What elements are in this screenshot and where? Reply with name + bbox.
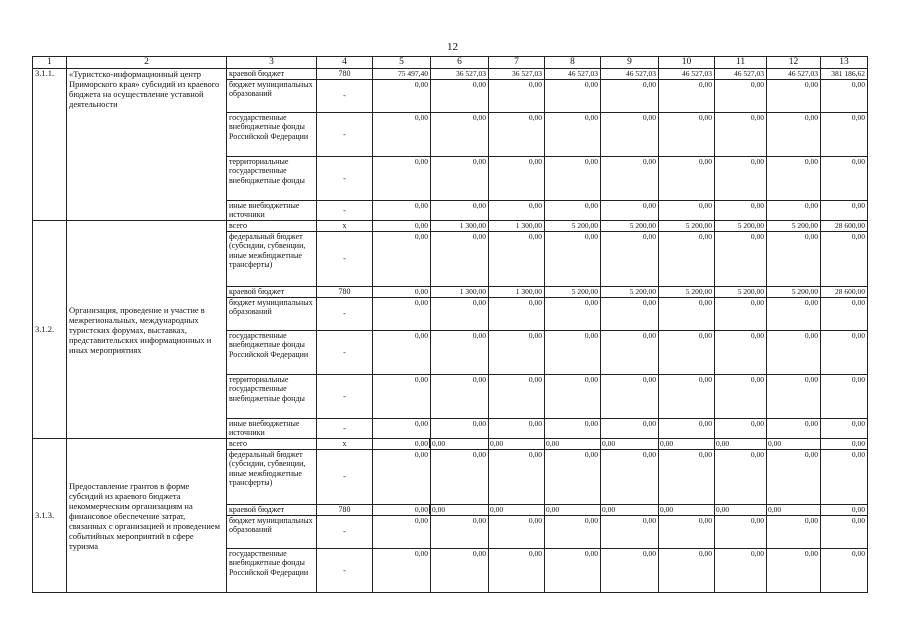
- amount-cell: [767, 439, 821, 450]
- amount-cell: 0,00: [373, 375, 431, 419]
- amount-cell: 0,00: [821, 331, 868, 375]
- amount-cell: 0,00: [545, 80, 601, 113]
- amount-cell: 0,00: [659, 298, 715, 331]
- amount-cell: 0,00: [373, 516, 431, 549]
- amount-cell: 0,00: [431, 298, 489, 331]
- amount-cell: 0,00: [767, 450, 821, 505]
- amount-cell: 0,00: [821, 80, 868, 113]
- amount-cell: 0,00: [545, 419, 601, 439]
- amount-split: [373, 505, 430, 514]
- amount-cell: 0,00: [821, 516, 868, 549]
- amount-cell: [601, 505, 659, 516]
- funding-source: государственные внебюджетные фонды Российской Федерации: [227, 549, 317, 593]
- amount-cell: 0,00: [489, 450, 545, 505]
- amount-cell: 0,00: [715, 331, 767, 375]
- amount-cell: 0,00: [431, 419, 489, 439]
- column-header-5: 5: [373, 57, 431, 69]
- column-header-6: 6: [431, 57, 489, 69]
- amount-value: 0,00: [768, 505, 782, 514]
- amount-cell: 0,00: [431, 113, 489, 157]
- budget-code: x: [317, 221, 373, 232]
- funding-source: краевой бюджет: [227, 505, 317, 516]
- amount-cell: 0,00: [659, 232, 715, 287]
- row-code: 3.1.3.: [33, 439, 67, 593]
- amount-cell: 0,00: [431, 450, 489, 505]
- amount-cell: 0,00: [821, 298, 868, 331]
- amount-cell: 0,00: [431, 375, 489, 419]
- amount-cell: 0,00: [373, 157, 431, 201]
- budget-code: 780: [317, 505, 373, 516]
- funding-source: территориальные государственные внебюджетные фонды: [227, 375, 317, 419]
- amount-cell: 0,00: [659, 419, 715, 439]
- amount-cell: 0,00: [715, 375, 767, 419]
- column-header-12: 12: [767, 57, 821, 69]
- budget-code: 780: [317, 287, 373, 298]
- amount-cell: 1 300,00: [431, 287, 489, 298]
- funding-source: государственные внебюджетные фонды Российской Федерации: [227, 331, 317, 375]
- table-row: [33, 439, 868, 450]
- funding-source: территориальные государственные внебюджетные фонды: [227, 157, 317, 201]
- amount-cell: 0,00: [659, 201, 715, 221]
- funding-source: бюджет муниципальных образований: [227, 80, 317, 113]
- amount-split: [659, 439, 714, 448]
- amount-cell: 0,00: [373, 419, 431, 439]
- budget-code: -: [317, 201, 373, 221]
- funding-source: иные внебюджетные источники: [227, 201, 317, 221]
- table-body: [33, 69, 868, 593]
- amount-cell: 0,00: [545, 113, 601, 157]
- amount-split: [601, 439, 658, 448]
- budget-code: -: [317, 298, 373, 331]
- amount-cell: 5 200,00: [659, 221, 715, 232]
- amount-value: 0,00: [432, 439, 446, 448]
- amount-cell: 0,00: [821, 232, 868, 287]
- amount-cell: 0,00: [821, 375, 868, 419]
- amount-split: [431, 439, 488, 448]
- column-header-3: 3: [227, 57, 317, 69]
- amount-value: 0,00: [490, 505, 504, 514]
- budget-code: -: [317, 157, 373, 201]
- amount-cell: 0,00: [489, 157, 545, 201]
- page-number: 12: [447, 41, 458, 53]
- amount-cell: 0,00: [659, 450, 715, 505]
- amount-cell: 5 200,00: [767, 221, 821, 232]
- amount-cell: 46 527,03: [659, 69, 715, 80]
- amount-cell: 0,00: [715, 113, 767, 157]
- amount-cell: 5 200,00: [659, 287, 715, 298]
- amount-cell: 0,00: [659, 113, 715, 157]
- amount-cell: 0,00: [659, 549, 715, 593]
- amount-cell: 0,00: [545, 201, 601, 221]
- amount-cell: 46 527,03: [767, 69, 821, 80]
- amount-cell: 0,00: [715, 201, 767, 221]
- amount-cell: 0,00: [767, 157, 821, 201]
- amount-cell: 0,00: [767, 375, 821, 419]
- activity-name: Организация, проведение и участие в межрегиональных, международных туристских форумах, выставках, представительских информационных и иных мероприятиях: [67, 221, 227, 439]
- amount-cell: 0,00: [821, 113, 868, 157]
- amount-split: [715, 439, 766, 448]
- amount-cell: 0,00: [821, 201, 868, 221]
- table-row: [33, 221, 868, 232]
- amount-cell: 0,00: [373, 201, 431, 221]
- amount-cell: 0,00: [767, 549, 821, 593]
- budget-code: -: [317, 375, 373, 419]
- amount-cell: [373, 505, 431, 516]
- amount-cell: 0,00: [431, 232, 489, 287]
- amount-cell: 0,00: [545, 232, 601, 287]
- column-header-8: 8: [545, 57, 601, 69]
- amount-split: [767, 439, 820, 448]
- amount-cell: 0,00: [431, 331, 489, 375]
- amount-cell: 5 200,00: [545, 287, 601, 298]
- budget-table: [32, 56, 868, 593]
- amount-value: 0,00: [660, 505, 674, 514]
- amount-value: 0,00: [546, 439, 560, 448]
- amount-cell: 0,00: [601, 80, 659, 113]
- amount-cell: 0,00: [489, 331, 545, 375]
- amount-cell: 0,00: [601, 298, 659, 331]
- amount-cell: 0,00: [767, 113, 821, 157]
- amount-cell: 0,00: [601, 419, 659, 439]
- amount-cell: 0,00: [659, 516, 715, 549]
- amount-cell: 5 200,00: [715, 221, 767, 232]
- amount-cell: 0,00: [659, 375, 715, 419]
- amount-cell: 36 527,03: [489, 69, 545, 80]
- amount-cell: 0,00: [715, 298, 767, 331]
- amount-split: [373, 439, 430, 448]
- amount-cell: 0,00: [431, 201, 489, 221]
- amount-cell: 0,00: [545, 450, 601, 505]
- amount-value: 0,00: [768, 439, 782, 448]
- column-header-11: 11: [715, 57, 767, 69]
- column-header-1: 1: [33, 57, 67, 69]
- amount-cell: 0,00: [601, 331, 659, 375]
- amount-cell: [545, 505, 601, 516]
- amount-value: 0,00: [490, 439, 504, 448]
- amount-cell: [715, 505, 767, 516]
- amount-cell: [489, 439, 545, 450]
- amount-cell: 0,00: [545, 331, 601, 375]
- amount-split: [489, 505, 544, 514]
- amount-cell: 0,00: [373, 549, 431, 593]
- amount-cell: 28 600,00: [821, 221, 868, 232]
- amount-split: [715, 505, 766, 514]
- amount-value: 0,00: [602, 439, 616, 448]
- column-header-4: 4: [317, 57, 373, 69]
- amount-cell: 0,00: [489, 201, 545, 221]
- amount-value: 0,00: [414, 439, 428, 448]
- amount-cell: 1 300,00: [489, 221, 545, 232]
- funding-source: бюджет муниципальных образований: [227, 298, 317, 331]
- amount-cell: 0,00: [545, 516, 601, 549]
- amount-value: 0,00: [414, 505, 428, 514]
- amount-cell: 0,00: [715, 80, 767, 113]
- amount-cell: 0,00: [545, 157, 601, 201]
- amount-cell: 0,00: [767, 516, 821, 549]
- table-row: [33, 69, 868, 80]
- amount-cell: 0,00: [431, 516, 489, 549]
- amount-cell: 0,00: [821, 450, 868, 505]
- amount-split: [431, 505, 488, 514]
- amount-cell: 0,00: [715, 157, 767, 201]
- amount-cell: 0,00: [659, 80, 715, 113]
- amount-cell: 0,00: [601, 232, 659, 287]
- amount-split: [545, 505, 600, 514]
- funding-source: иные внебюджетные источники: [227, 419, 317, 439]
- funding-source: бюджет муниципальных образований: [227, 516, 317, 549]
- amount-cell: 0,00: [601, 549, 659, 593]
- amount-cell: 0,00: [373, 80, 431, 113]
- amount-cell: 0,00: [373, 221, 431, 232]
- funding-source: всего: [227, 221, 317, 232]
- funding-source: краевой бюджет: [227, 69, 317, 80]
- budget-code: 780: [317, 69, 373, 80]
- amount-cell: 0,00: [821, 549, 868, 593]
- amount-cell: 0,00: [767, 80, 821, 113]
- amount-split: [545, 439, 600, 448]
- amount-cell: 0,00: [431, 80, 489, 113]
- budget-code: -: [317, 549, 373, 593]
- column-header-13: 13: [821, 57, 868, 69]
- budget-code: -: [317, 232, 373, 287]
- row-code: 3.1.2.: [33, 221, 67, 439]
- amount-cell: [373, 439, 431, 450]
- activity-name: «Туристско-информационный центр Приморского края» субсидий из краевого бюджета на осуществление уставной деятельности: [67, 69, 227, 221]
- column-header-row: [33, 57, 868, 69]
- amount-cell: 46 527,03: [545, 69, 601, 80]
- amount-cell: 5 200,00: [715, 287, 767, 298]
- amount-cell: 5 200,00: [767, 287, 821, 298]
- amount-cell: 0,00: [545, 298, 601, 331]
- funding-source: федеральный бюджет (субсидии, субвенции, иные межбюджетные трансферты): [227, 450, 317, 505]
- amount-cell: 0,00: [373, 113, 431, 157]
- amount-cell: [659, 505, 715, 516]
- column-header-2: 2: [67, 57, 227, 69]
- amount-cell: 36 527,03: [431, 69, 489, 80]
- amount-cell: 0,00: [545, 549, 601, 593]
- amount-cell: 0,00: [767, 298, 821, 331]
- amount-cell: 0,00: [489, 549, 545, 593]
- activity-name: Предоставление грантов в форме субсидий из краевого бюджета некоммерческим организациям на финансовое обеспечение затрат, связанных с организацией и проведением событийных мероприятий в сфере туризма: [67, 439, 227, 593]
- amount-cell: 0,00: [431, 157, 489, 201]
- amount-cell: 0,00: [715, 232, 767, 287]
- amount-cell: 1 300,00: [489, 287, 545, 298]
- budget-code: -: [317, 113, 373, 157]
- amount-cell: 0,00: [767, 201, 821, 221]
- amount-cell: 0,00: [715, 419, 767, 439]
- amount-cell: 0,00: [715, 516, 767, 549]
- amount-cell: 0,00: [821, 505, 868, 516]
- funding-source: краевой бюджет: [227, 287, 317, 298]
- funding-source: государственные внебюджетные фонды Российской Федерации: [227, 113, 317, 157]
- amount-cell: [715, 439, 767, 450]
- amount-cell: 0,00: [767, 419, 821, 439]
- amount-cell: 46 527,03: [715, 69, 767, 80]
- column-header-7: 7: [489, 57, 545, 69]
- amount-cell: 0,00: [545, 375, 601, 419]
- amount-cell: [489, 505, 545, 516]
- amount-cell: 0,00: [373, 450, 431, 505]
- column-header-9: 9: [601, 57, 659, 69]
- amount-cell: 0,00: [821, 157, 868, 201]
- amount-cell: 0,00: [373, 298, 431, 331]
- amount-cell: 0,00: [373, 287, 431, 298]
- amount-cell: 0,00: [489, 298, 545, 331]
- amount-cell: 0,00: [601, 113, 659, 157]
- row-code: 3.1.1.: [33, 69, 67, 221]
- amount-cell: 381 186,62: [821, 69, 868, 80]
- amount-cell: 0,00: [821, 419, 868, 439]
- amount-cell: [659, 439, 715, 450]
- amount-value: 0,00: [602, 505, 616, 514]
- budget-code: -: [317, 450, 373, 505]
- amount-cell: 0,00: [715, 549, 767, 593]
- amount-cell: [601, 439, 659, 450]
- amount-value: 0,00: [716, 439, 730, 448]
- amount-cell: [545, 439, 601, 450]
- column-header-10: 10: [659, 57, 715, 69]
- amount-cell: 0,00: [489, 232, 545, 287]
- amount-value: 0,00: [432, 505, 446, 514]
- amount-cell: 0,00: [601, 157, 659, 201]
- amount-cell: 0,00: [659, 157, 715, 201]
- budget-code: -: [317, 419, 373, 439]
- amount-cell: [431, 505, 489, 516]
- amount-cell: 0,00: [489, 516, 545, 549]
- budget-code: -: [317, 516, 373, 549]
- amount-split: [489, 439, 544, 448]
- budget-code: -: [317, 80, 373, 113]
- amount-cell: 0,00: [489, 419, 545, 439]
- amount-cell: 0,00: [601, 516, 659, 549]
- amount-value: 0,00: [716, 505, 730, 514]
- amount-cell: 0,00: [767, 331, 821, 375]
- amount-cell: 0,00: [601, 375, 659, 419]
- amount-cell: 0,00: [601, 450, 659, 505]
- amount-cell: 0,00: [821, 439, 868, 450]
- amount-split: [659, 505, 714, 514]
- amount-cell: 0,00: [659, 331, 715, 375]
- amount-split: [767, 505, 820, 514]
- amount-cell: 0,00: [489, 80, 545, 113]
- funding-source: федеральный бюджет (субсидии, субвенции, иные межбюджетные трансферты): [227, 232, 317, 287]
- amount-cell: 0,00: [715, 450, 767, 505]
- amount-cell: 5 200,00: [545, 221, 601, 232]
- amount-cell: 5 200,00: [601, 221, 659, 232]
- amount-cell: 0,00: [431, 549, 489, 593]
- budget-code: -: [317, 331, 373, 375]
- amount-cell: 0,00: [489, 375, 545, 419]
- amount-cell: 5 200,00: [601, 287, 659, 298]
- amount-cell: [767, 505, 821, 516]
- amount-value: 0,00: [660, 439, 674, 448]
- amount-cell: 0,00: [489, 113, 545, 157]
- funding-source: всего: [227, 439, 317, 450]
- amount-cell: 46 527,03: [601, 69, 659, 80]
- amount-cell: 75 497,40: [373, 69, 431, 80]
- amount-cell: 0,00: [601, 201, 659, 221]
- amount-cell: 28 600,00: [821, 287, 868, 298]
- amount-cell: 1 300,00: [431, 221, 489, 232]
- amount-cell: 0,00: [373, 232, 431, 287]
- budget-code: x: [317, 439, 373, 450]
- amount-cell: [431, 439, 489, 450]
- amount-split: [601, 505, 658, 514]
- amount-cell: 0,00: [373, 331, 431, 375]
- amount-cell: 0,00: [767, 232, 821, 287]
- amount-value: 0,00: [546, 505, 560, 514]
